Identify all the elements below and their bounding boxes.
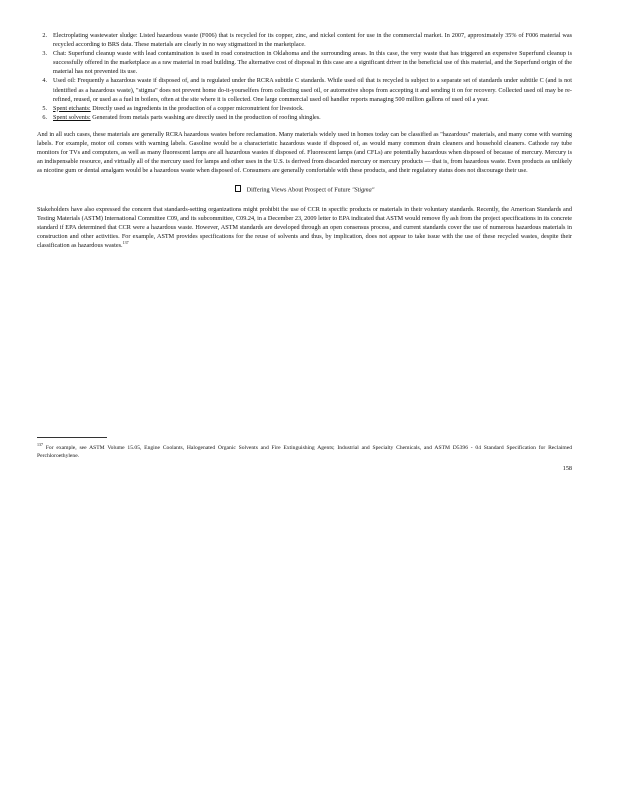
footnote-reference: 137	[122, 240, 129, 246]
list-item-text: Superfund cleanup waste with lead contamination is used in road construction in Oklahoma and the surrounding areas. In this case, the very waste that has triggered an expensive Superfund cleanup is successfully offered in the marketplace as a raw material in road building. The alternative cost of disposal in this case are a significant driver in the beneficial use of this material, and the Superfund origin of the material has not prevented its use.	[53, 50, 573, 76]
footnote-text: For example, see ASTM Volume 15.05, Engine Coolants, Halogenated Organic Solvents and Fire Extinguishing Agents; Industrial and Specialty Chemicals, and ASTM D5396 - 04 Standard Specification for Reclaimed Perchloroethylene.	[37, 445, 572, 459]
checkbox-bullet-icon	[235, 185, 241, 192]
body-paragraph-text: Stakeholders have also expressed the concern that standards-setting organizations might prohibit the use of CCR in specific products or materials in their voluntary standards. Recently, the American Standards and Testing Materials (ASTM) International Committee C09, and its subcommittee, C09.24, in a December 23, 2009 letter to EPA indicated that ASTM would remove fly ash from the project specifications in its concrete standard if EPA determined that CCR were a hazardous waste. However, ASTM standards are developed through an open consensus process, and current standards cover the use of numerous hazardous materials in construction and other activities. For example, ASTM provides specifications for the reuse of solvents and thus, by implication, does not appear to take issue with the use of these recycled wastes, despite their classification as hazardous wastes.	[37, 206, 572, 250]
list-item	[37, 76, 572, 103]
section-heading-italic: "Stigma"	[351, 186, 375, 194]
list-item-text: Directly used as ingredients in the production of a copper micronutrient for livestock.	[90, 104, 304, 112]
list-item	[37, 31, 572, 49]
list-item-number: 2.	[42, 32, 47, 39]
list-item-number: 5.	[42, 104, 47, 112]
list-item-number: 4.	[42, 77, 47, 85]
section-heading-text: Differing Views About Prospect of Future	[246, 186, 352, 194]
body-paragraph	[37, 205, 572, 250]
list-item-term: Chat:	[53, 50, 67, 58]
list-item	[37, 113, 572, 122]
footnote-divider	[37, 437, 107, 438]
list-item-term: Electroplating wastewater sludge:	[53, 32, 138, 39]
list-item-text: Listed hazardous waste (F006) that is recycled for its copper, zinc, and nickel content for use in the commercial market. In 2007, approximately 35% of F006 material was recycled according to BRS data. These materials are clearly in no way stigmatized in the marketplace.	[53, 32, 572, 49]
document-body	[37, 31, 572, 250]
list-item-text: Frequently a hazardous waste if disposed of, and is regulated under the RCRA subtitle C standards. While used oil that is recycled is subject to a separate set of standards under subtitle C (and is not identified as a hazardous waste), "stigma" does not prevent home do-it-yourselfers from collecting used oil, or automotive shops from accepting it and sending it on for recovery. Collected used oil may be re-refined, reused, or used as a fuel in boilers, often at the site where it is collected. One large commercial used oil handler reports managing 500 million gallons of used oil a year.	[53, 77, 572, 103]
footnote-marker: 137	[37, 442, 43, 447]
list-item-number: 3.	[42, 50, 47, 58]
list-item-term: Spent etchants:	[53, 104, 91, 112]
list-item-term: Spent solvents:	[53, 113, 91, 121]
numbered-list	[37, 31, 572, 122]
body-paragraph: And in all such cases, these materials are generally RCRA hazardous wastes before reclamation. Many materials widely used in homes today can be classified as "hazardous" materials, and many come with warning labels. For example, motor oil comes with warning labels. Gasoline would be a characteristic hazardous waste if disposed of, as would many common drain cleaners and household cleaners. Cathode ray tube monitors for TVs and computers, as well as many fluorescent lamps are all hazardous wastes if disposed of. Fluorescent lamps (and CFLs) are potentially hazardous when disposed of because of mercury. Mercury is an indispensable resource, and virtually all of the mercury used for lamps and other uses in the U.S. is derived from discarded mercury or mercury products — that is, from hazardous waste. Even products as unlikely as nicotine gum or dental amalgam would be a hazardous waste when disposed of. Consumers are generally comfortable with these products, and their regulatory status does not discourage their use.	[37, 130, 572, 175]
page-number: 158	[562, 465, 572, 472]
list-item-number: 6.	[42, 113, 47, 121]
list-item-term: Used oil:	[53, 77, 76, 85]
section-heading	[37, 185, 572, 195]
list-item-text: Generated from metals parts washing are directly used in the production of roofing shingles.	[90, 113, 321, 121]
list-item	[37, 49, 572, 76]
footnote	[37, 444, 572, 460]
list-item	[37, 104, 572, 113]
